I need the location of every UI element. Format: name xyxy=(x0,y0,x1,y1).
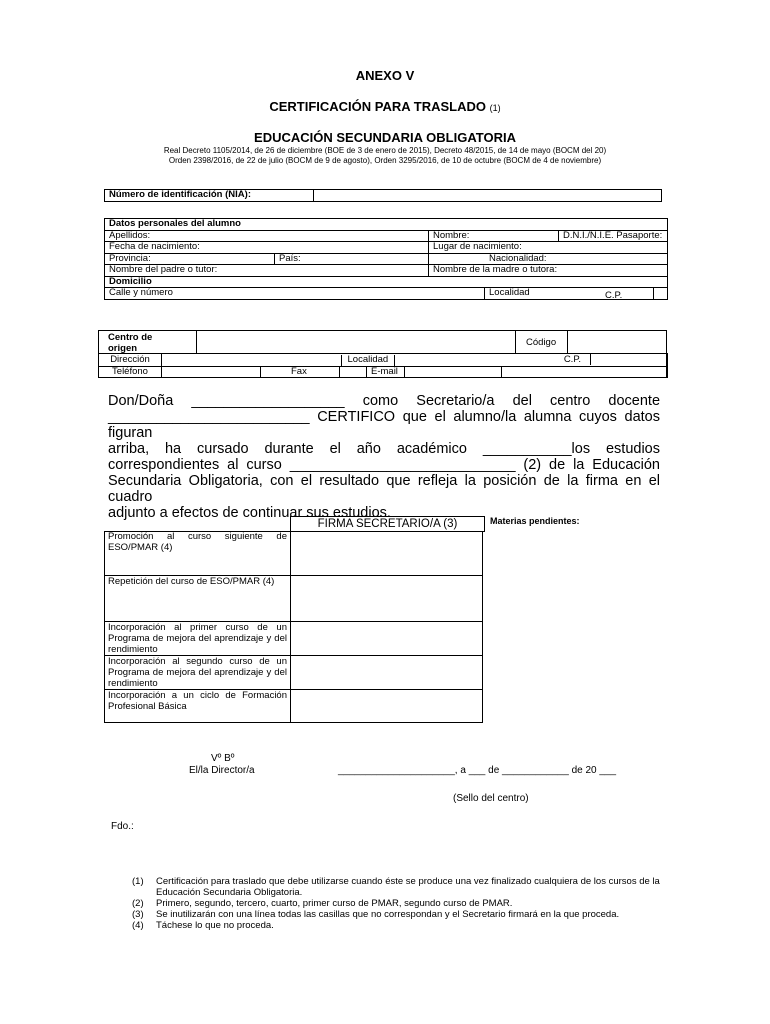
annex-title: ANEXO V xyxy=(355,68,415,83)
nombre-field[interactable]: Nombre: xyxy=(429,230,559,242)
footnote-text: Primero, segundo, tercero, cuarto, primer curso de PMAR, segundo curso de PMAR. xyxy=(156,898,513,909)
fax-label: Fax xyxy=(260,367,331,378)
cert-line-1-e: del xyxy=(512,393,532,409)
cert-line-1-a: Don/Doña xyxy=(108,393,174,409)
direccion-label: Dirección xyxy=(99,354,162,367)
origin-divider xyxy=(515,330,516,353)
pais-field[interactable]: País: xyxy=(275,253,429,265)
nacionalidad-field[interactable]: Nacionalidad: xyxy=(429,253,668,265)
padre-field[interactable]: Nombre del padre o tutor: xyxy=(105,265,429,277)
cert-line-4: correspondientes al curso ____________________________ (2) de la Educación xyxy=(108,457,660,473)
email-cell xyxy=(371,365,668,378)
footnote-1 xyxy=(108,876,668,898)
footnote-key: (3) xyxy=(132,909,144,920)
localidad-cp-cell xyxy=(347,354,668,367)
cert-line-1-b[interactable]: ___________________ xyxy=(191,393,345,409)
footnote-2 xyxy=(108,898,668,909)
lugar-nacimiento-field[interactable]: Lugar de nacimiento: xyxy=(429,242,668,254)
cert-line-3: arriba, ha cursado durante el año académico ___________los estudios xyxy=(108,441,660,457)
cert-line-2: _________________________ CERTIFICO que el alumno/la alumna cuyos datos figuran xyxy=(108,409,660,441)
apellidos-field[interactable]: Apellidos: xyxy=(105,230,429,242)
footnote-text: Se inutilizarán con una línea todas las casillas que no correspondan y el Secretario firmará en la que proceda. xyxy=(156,909,620,920)
footnote-4 xyxy=(108,920,668,931)
domicilio-label: Domicilio xyxy=(105,276,668,288)
footnote-3 xyxy=(108,909,668,920)
cert-line-5: Secundaria Obligatoria, con el resultado que refleja la posición de la firma en el cuadro xyxy=(108,473,660,505)
footnote-key: (1) xyxy=(132,876,144,887)
dni-field[interactable]: D.N.I./N.I.E. Pasaporte: xyxy=(559,230,668,242)
cert-line-6: adjunto a efectos de continuar sus estudios. xyxy=(108,505,391,521)
firma-cell-fpb[interactable] xyxy=(291,690,482,722)
footnote-key: (4) xyxy=(132,920,144,931)
firma-cell-promocion[interactable] xyxy=(291,532,482,575)
footnotes xyxy=(108,876,668,931)
fdo-label: Fdo.: xyxy=(111,821,134,832)
document-title xyxy=(0,99,770,114)
madre-field[interactable]: Nombre de la madre o tutora: xyxy=(429,265,668,277)
document-title-text: CERTIFICACIÓN PARA TRASLADO xyxy=(269,99,487,114)
centro-origen-label xyxy=(108,332,152,354)
codigo-label: Código xyxy=(526,337,557,348)
legal-line-1: Real Decreto 1105/2014, de 26 de diciembre (BOE de 3 de enero de 2015), Decreto 48/2015, de 14 de mayo (BOCM del 20) xyxy=(163,146,607,155)
student-table xyxy=(104,218,668,300)
cert-line-1-g: docente xyxy=(608,393,661,409)
cp-field[interactable] xyxy=(654,288,668,300)
sello-centro: (Sello del centro) xyxy=(453,793,529,804)
origin-cp-label: C.P. xyxy=(563,354,582,366)
centro-origen-line1: Centro de xyxy=(108,332,153,343)
firma-secretario-header: FIRMA SECRETARIO/A (3) xyxy=(290,516,485,532)
place-date-line[interactable]: _____________________, a ___ de ____________ de 20 ___ xyxy=(338,765,617,776)
result-row-pmar1: Incorporación al primer curso de un Programa de mejora del aprendizaje y del rendimiento xyxy=(108,622,287,655)
result-row-repeticion: Repetición del curso de ESO/PMAR (4) xyxy=(108,576,275,587)
result-row-fpb: Incorporación a un ciclo de Formación Profesional Básica xyxy=(108,690,287,712)
document-title-note: (1) xyxy=(489,103,501,113)
director-label: El/la Director/a xyxy=(189,765,255,776)
fecha-nacimiento-field[interactable]: Fecha de nacimiento: xyxy=(105,242,429,254)
nia-field[interactable] xyxy=(314,190,662,202)
centro-origen-line2: origen xyxy=(108,343,138,354)
cert-line-1-d: Secretario/a xyxy=(416,393,495,409)
origin-cp-divider xyxy=(590,354,591,365)
telefono-label: Teléfono xyxy=(99,366,162,378)
cert-line-1-f: centro xyxy=(550,393,591,409)
localidad-field[interactable]: Localidad xyxy=(485,288,654,300)
fax-cell xyxy=(291,365,502,378)
origin-divider xyxy=(567,330,568,353)
legal-references xyxy=(0,146,770,166)
calle-field[interactable]: Calle y número xyxy=(105,288,485,300)
result-row-promocion: Promoción al curso siguiente de ESO/PMAR (4) xyxy=(108,531,287,553)
document-subtitle: EDUCACIÓN SECUNDARIA OBLIGATORIA xyxy=(254,130,516,145)
materias-pendientes-label: Materias pendientes: xyxy=(490,516,580,526)
email-label: E-mail xyxy=(366,367,405,378)
firma-cell-repeticion[interactable] xyxy=(291,576,482,621)
visto-bueno: Vº Bº xyxy=(211,753,235,764)
footnote-text: Certificación para traslado que debe utilizarse cuando éste se produce una vez finalizado cualquiera de los cursos de la Educación Secundaria Obligatoria. xyxy=(156,876,660,898)
legal-line-2: Orden 2398/2016, de 22 de julio (BOCM de 9 de agosto), Orden 3295/2016, de 10 de octubre (BOCM de 4 de noviembre) xyxy=(168,156,602,165)
origin-divider xyxy=(196,330,197,353)
footnote-key: (2) xyxy=(132,898,144,909)
origin-contact-table xyxy=(98,353,668,378)
cert-line-1 xyxy=(108,393,660,409)
nia-table xyxy=(104,189,662,202)
nia-label: Número de identificación (NIA): xyxy=(105,190,314,202)
certification-paragraph xyxy=(108,393,660,521)
firma-cell-pmar2[interactable] xyxy=(291,656,482,689)
localidad-label: Localidad xyxy=(341,355,396,366)
provincia-field[interactable]: Provincia: xyxy=(105,253,275,265)
cert-line-1-c: como xyxy=(362,393,399,409)
result-row-pmar2: Incorporación al segundo curso de un Programa de mejora del aprendizaje y del rendimiento xyxy=(108,656,287,689)
firma-cell-pmar1[interactable] xyxy=(291,622,482,655)
student-section-label: Datos personales del alumno xyxy=(105,219,668,231)
footnote-text: Táchese lo que no proceda. xyxy=(156,920,274,931)
cp-label: C.P. xyxy=(605,290,623,301)
